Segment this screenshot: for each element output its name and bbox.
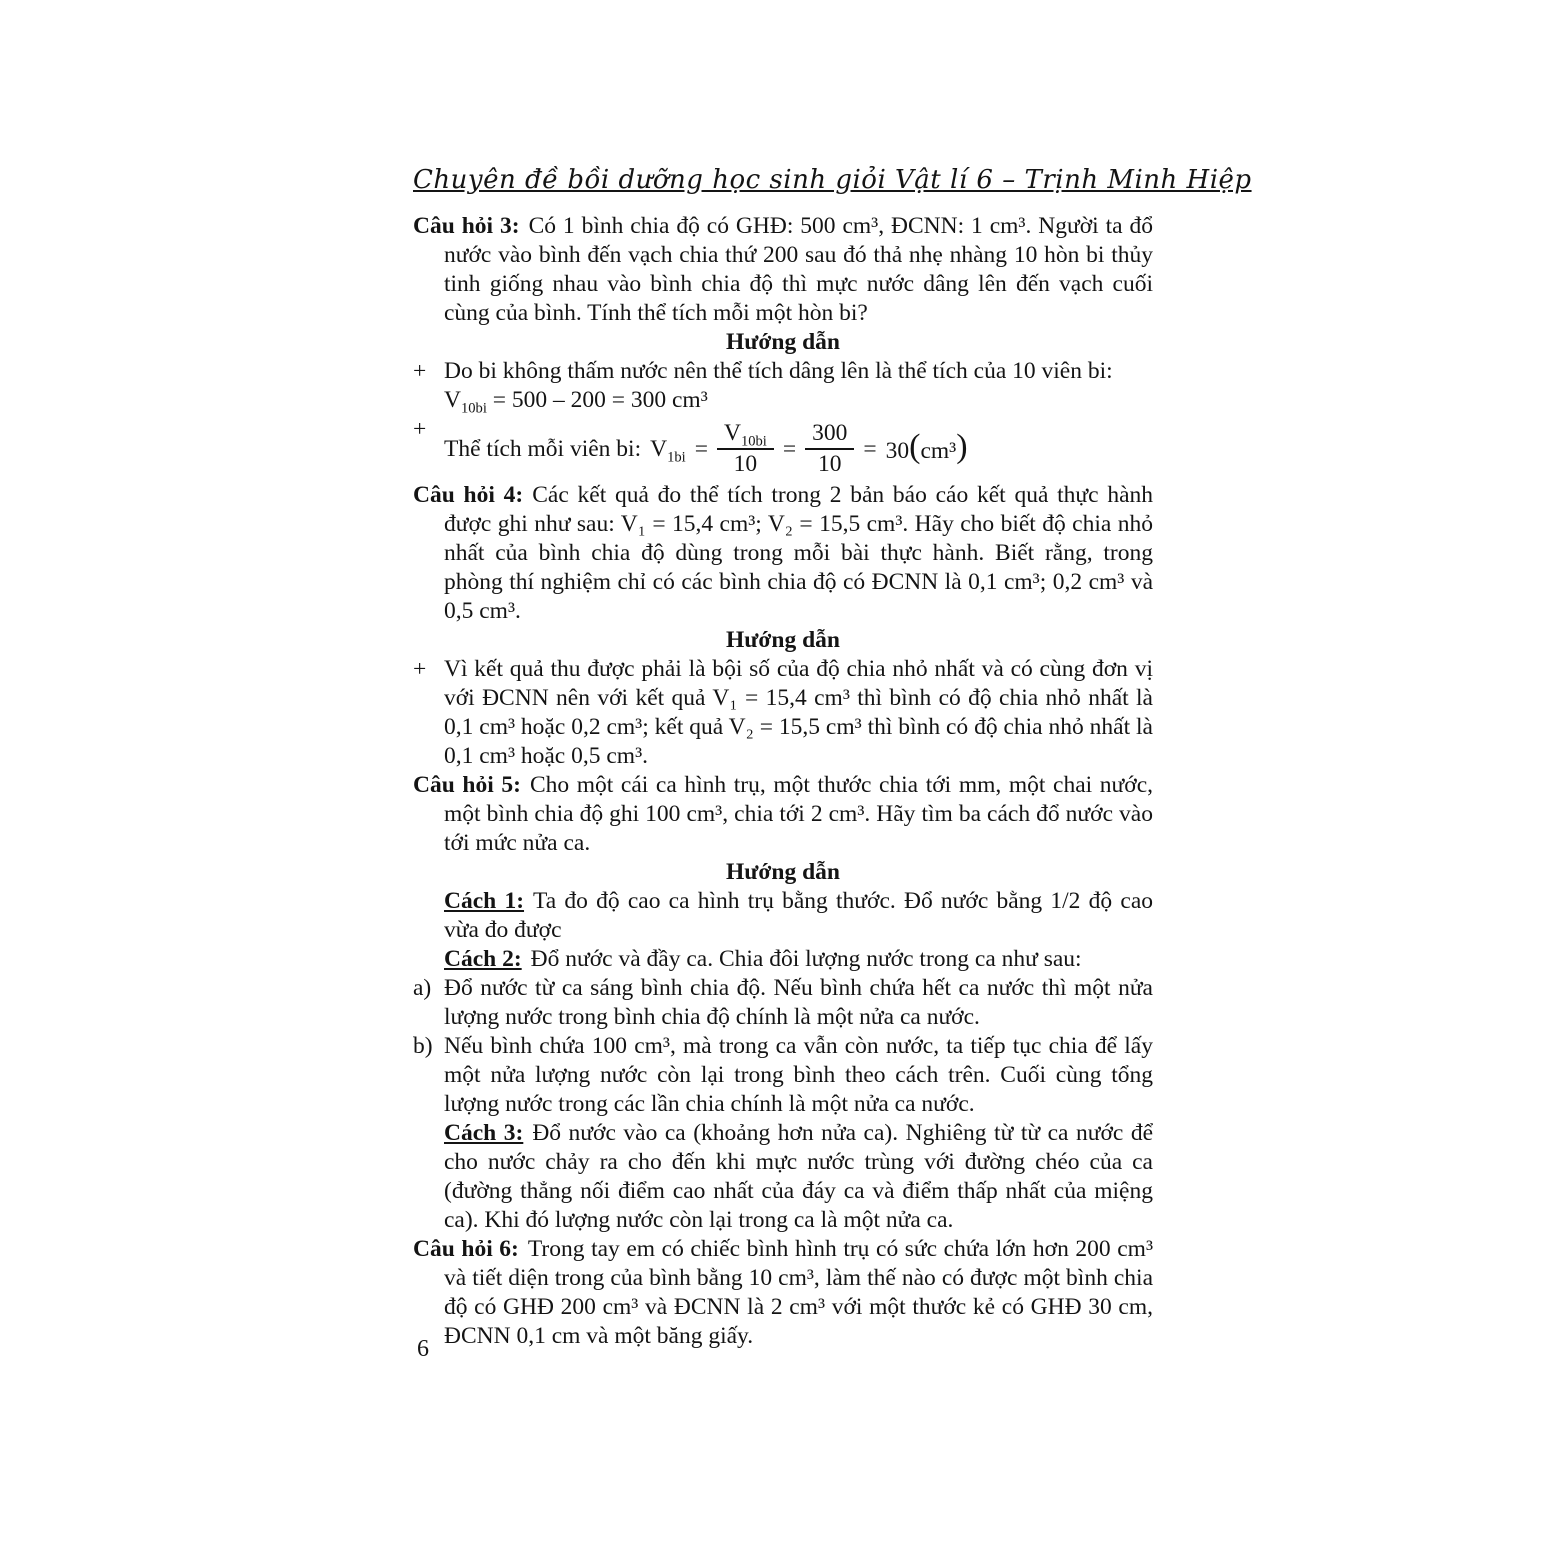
fraction-300-over-10 xyxy=(805,420,854,478)
question-6-text: Trong tay em có chiếc bình hình trụ có sức chứa lớn hơn 200 cm³ và tiết diện trong của bình bằng 10 cm³, làm thế nào có được một bình chia độ có GHĐ 200 cm³ và ĐCNN là 2 cm³ với một thước kẻ có GHĐ 30 cm, ĐCNN 0,1 cm và một băng giấy. xyxy=(444,1236,1153,1349)
solution-5-method-3 xyxy=(413,1119,1153,1235)
fraction-denominator: 10 xyxy=(817,451,842,477)
solution-5-method-1 xyxy=(413,887,1153,945)
solution-3-step-2-body xyxy=(444,415,1153,481)
method-3-label: Cách 3: xyxy=(444,1120,524,1146)
solution-3-step-1-text: Do bi không thấm nước nên thể tích dâng lên là thể tích của 10 viên bi: xyxy=(444,358,1113,384)
fraction-num-base: V xyxy=(723,420,741,446)
question-5-label: Câu hỏi 5: xyxy=(413,772,521,798)
solution-5-item-b xyxy=(413,1032,1153,1119)
result-unit: cm³ xyxy=(920,437,957,464)
formula-result xyxy=(885,427,968,466)
plus-marker: + xyxy=(413,358,427,384)
fraction-num-sub: 10bi xyxy=(740,433,767,450)
solution-3-step-1-body xyxy=(444,357,1153,415)
question-5-text: Cho một cái ca hình trụ, một thước chia tới mm, một chai nước, một bình chia độ ghi 100 cm³, chia tới 2 cm³. Hãy tìm ba cách đổ nước vào tới mức nửa ca. xyxy=(444,772,1153,856)
result-value: 30 xyxy=(885,437,910,464)
question-6-label: Câu hỏi 6: xyxy=(413,1236,519,1262)
item-b-marker: b) xyxy=(413,1033,433,1059)
question-6 xyxy=(413,1235,1153,1351)
question-3 xyxy=(413,212,1153,328)
formula-v1bi-base: V xyxy=(650,435,668,462)
question-4-label: Câu hỏi 4: xyxy=(413,482,524,508)
formula-v10bi xyxy=(444,386,1153,415)
plus-marker: + xyxy=(413,416,427,442)
solution-3-step-2-text: Thể tích mỗi viên bi: xyxy=(444,435,642,462)
running-header: Chuyên đề bồi dưỡng học sinh giỏi Vật lí 6 – Trịnh Minh Hiệp xyxy=(413,165,1252,195)
fraction-numerator: 300 xyxy=(805,420,854,450)
equals-sign: = xyxy=(694,435,708,462)
solution-3-step-2 xyxy=(413,415,1153,481)
question-4 xyxy=(413,481,1153,626)
item-b-text: Nếu bình chứa 100 cm³, mà trong ca vẫn còn nước, ta tiếp tục chia để lấy một nửa lượng nước còn lại trong bình theo cách trên. Cuối cùng tổng lượng nước trong các lần chia chính là một nửa ca nước. xyxy=(444,1033,1153,1117)
guide-heading-1: Hướng dẫn xyxy=(726,329,840,355)
solution-5-method-2 xyxy=(413,945,1153,974)
plus-marker: + xyxy=(413,656,427,682)
item-a-marker: a) xyxy=(413,975,432,1001)
fraction-denominator: 10 xyxy=(733,451,758,477)
solution-5-item-a xyxy=(413,974,1153,1032)
item-a-text: Đổ nước từ ca sáng bình chia độ. Nếu bình chứa hết ca nước thì một nửa lượng nước trong bình chia độ chính là một nửa ca nước. xyxy=(444,975,1153,1030)
solution-3-step-1 xyxy=(413,357,1153,415)
formula-v1bi-sub: 1bi xyxy=(667,449,686,466)
question-3-label: Câu hỏi 3: xyxy=(413,213,520,239)
formula-v1bi-lhs xyxy=(650,435,686,464)
fraction-numerator xyxy=(717,420,774,450)
method-3-text: Đổ nước vào ca (khoảng hơn nửa ca). Nghiêng từ từ ca nước để cho nước chảy ra cho đến khi mực nước trùng với đường chéo của ca (đường thẳng nối điểm cao nhất của đáy ca và điểm thấp nhất của miệng ca). Khi đó lượng nước còn lại trong ca là một nửa ca. xyxy=(444,1120,1154,1233)
method-2-text: Đổ nước và đầy ca. Chia đôi lượng nước trong ca như sau: xyxy=(530,946,1082,972)
method-1-label: Cách 1: xyxy=(444,888,525,914)
formula-v10bi-sub: 10bi xyxy=(460,400,487,417)
close-paren: ) xyxy=(956,427,968,465)
open-paren: ( xyxy=(909,427,921,465)
fraction-v10bi-over-10 xyxy=(717,420,774,478)
page-content xyxy=(413,165,1252,1351)
method-2-label: Cách 2: xyxy=(444,946,522,972)
formula-v10bi-base: V xyxy=(444,387,461,413)
equals-sign: = xyxy=(863,435,877,462)
formula-v1bi-row xyxy=(444,420,1153,478)
equals-sign: = xyxy=(782,435,797,462)
guide-heading-3: Hướng dẫn xyxy=(726,859,840,885)
solution-4-step-1-text: Vì kết quả thu được phải là bội số của độ chia nhỏ nhất và có cùng đơn vị với ĐCNN nên với kết quả V₁ = 15,4 cm³ thì bình có độ chia nhỏ nhất là 0,1 cm³ hoặc 0,2 cm³; kết quả V₂ = 15,5 cm³ thì bình có độ chia nhỏ nhất là 0,1 cm³ hoặc 0,5 cm³. xyxy=(444,656,1153,769)
method-1-text: Ta đo độ cao ca hình trụ bằng thước. Đổ nước bằng 1/2 độ cao vừa đo được xyxy=(444,888,1153,943)
guide-heading-2: Hướng dẫn xyxy=(726,627,840,653)
question-4-text: Các kết quả đo thể tích trong 2 bản báo cáo kết quả thực hành được ghi như sau: V₁ = 15,4 cm³; V₂ = 15,5 cm³. Hãy cho biết độ chia nhỏ nhất của bình chia độ dùng trong mỗi bài thực hành. Biết rằng, trong phòng thí nghiệm chỉ có các bình chia độ có ĐCNN là 0,1 cm³; 0,2 cm³ và 0,5 cm³. xyxy=(444,482,1154,624)
question-5 xyxy=(413,771,1153,858)
page-number: 6 xyxy=(417,1336,429,1362)
formula-v10bi-rest: = 500 – 200 = 300 cm³ xyxy=(492,387,708,413)
solution-4-step-1 xyxy=(413,655,1153,771)
question-3-text: Có 1 bình chia độ có GHĐ: 500 cm³, ĐCNN: 1 cm³. Người ta đổ nước vào bình đến vạch chia thứ 200 sau đó thả nhẹ nhàng 10 hòn bi thủy tinh giống nhau vào bình chia độ thì mực nước dâng lên đến vạch cuối cùng của bình. Tính thể tích mỗi một hòn bi? xyxy=(444,213,1154,326)
